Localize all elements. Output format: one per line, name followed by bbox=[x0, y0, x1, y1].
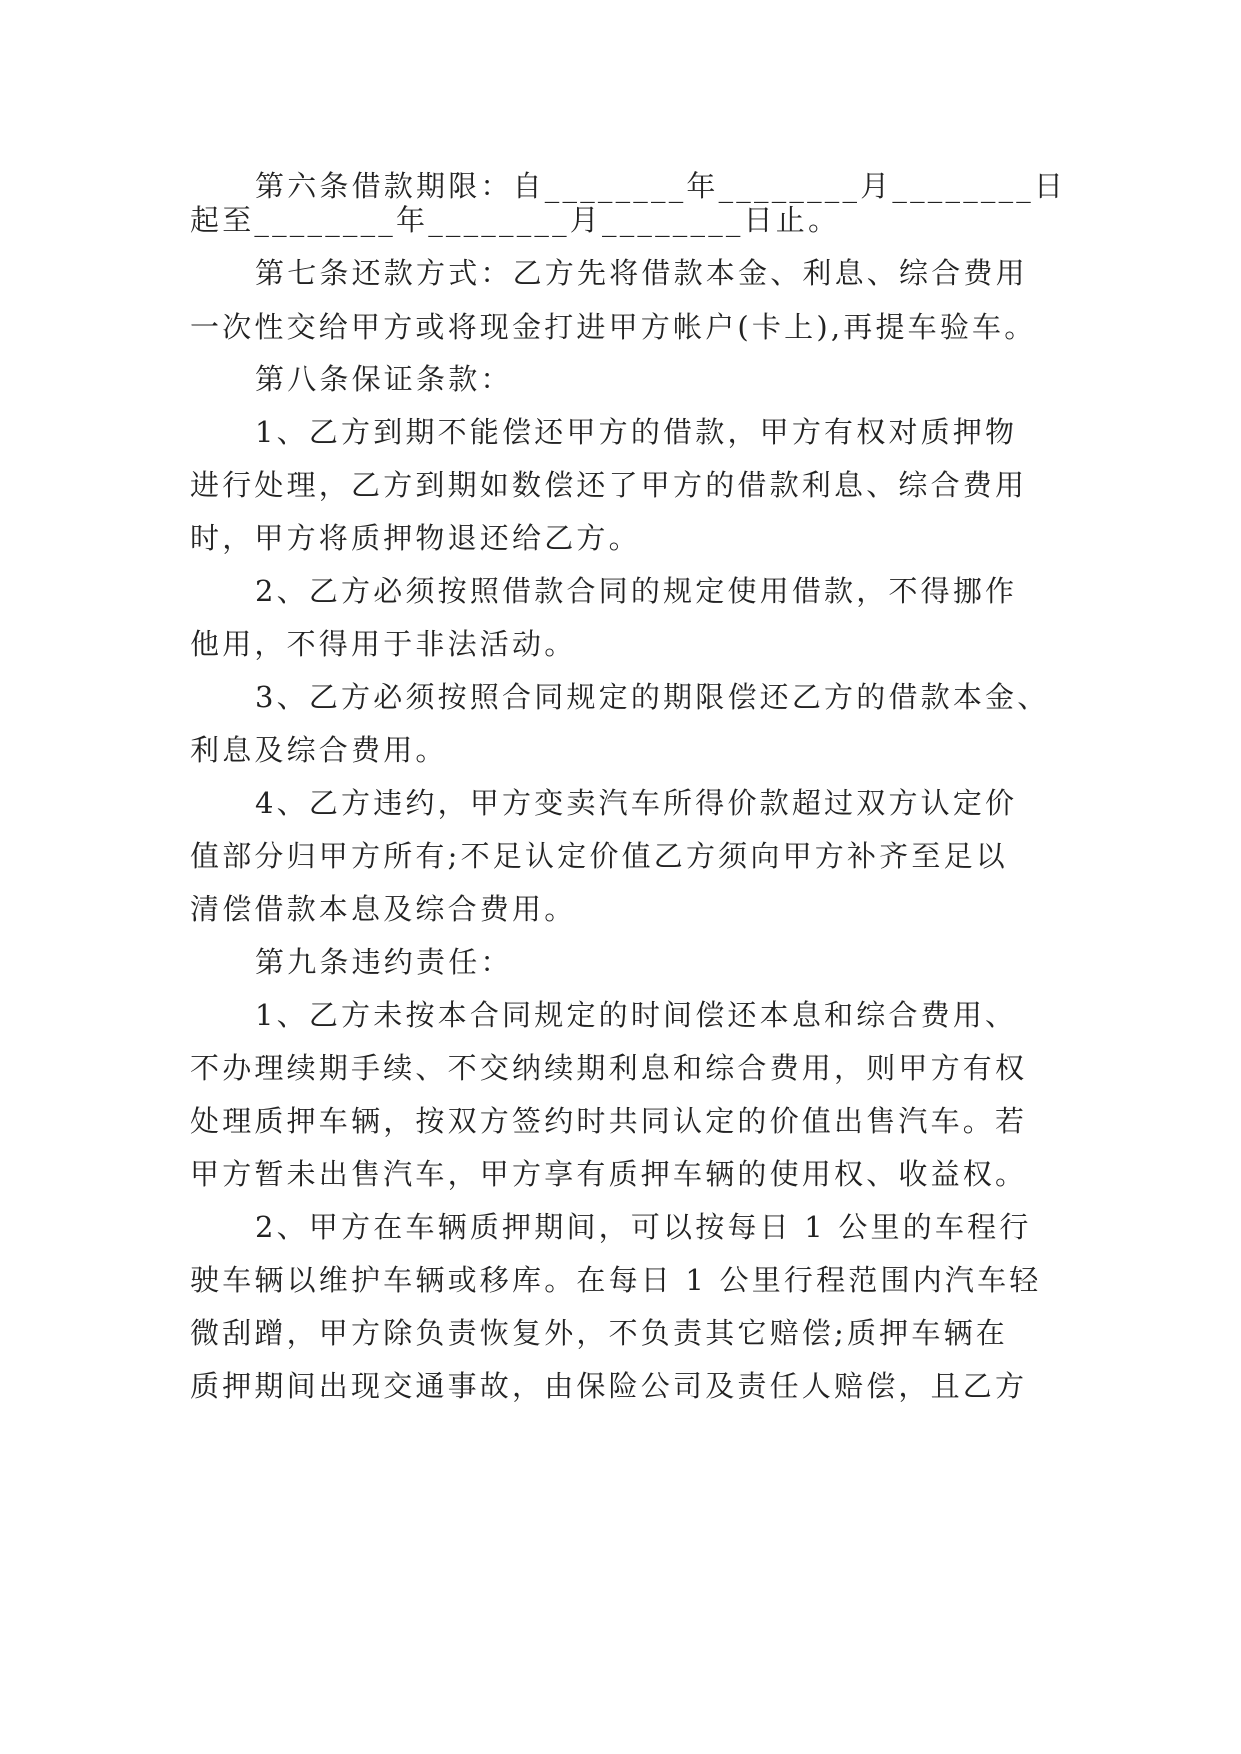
text-line: 第七条还款方式：乙方先将借款本金、利息、综合费用 bbox=[255, 256, 1028, 290]
text-line: 第八条保证条款： bbox=[255, 362, 513, 396]
text-line: 时，甲方将质押物退还给乙方。 bbox=[190, 521, 641, 555]
text-line: 1、乙方未按本合同规定的时间偿还本息和综合费用、 bbox=[255, 998, 1018, 1032]
text-line: 利息及综合费用。 bbox=[190, 733, 448, 767]
text-line: 微刮蹭，甲方除负责恢复外，不负责其它赔偿;质押车辆在 bbox=[190, 1316, 1008, 1350]
text-line: 甲方暂未出售汽车，甲方享有质押车辆的使用权、收益权。 bbox=[190, 1157, 1028, 1191]
text-line: 不办理续期手续、不交纳续期利息和综合费用，则甲方有权 bbox=[190, 1051, 1028, 1085]
text-line: 2、甲方在车辆质押期间，可以按每日 1 公里的车程行 bbox=[255, 1210, 1032, 1244]
text-line: 起至________年________月________日止。 bbox=[190, 203, 841, 237]
text-line: 第六条借款期限：自________年________月________日 bbox=[255, 169, 1067, 203]
text-line: 质押期间出现交通事故，由保险公司及责任人赔偿，且乙方 bbox=[190, 1369, 1028, 1403]
text-line: 进行处理，乙方到期如数偿还了甲方的借款利息、综合费用 bbox=[190, 468, 1028, 502]
text-line: 清偿借款本息及综合费用。 bbox=[190, 892, 577, 926]
text-line: 3、乙方必须按照合同规定的期限偿还乙方的借款本金、 bbox=[255, 680, 1050, 714]
text-line: 第九条违约责任： bbox=[255, 945, 513, 979]
text-line: 处理质押车辆，按双方签约时共同认定的价值出售汽车。若 bbox=[190, 1104, 1028, 1138]
text-line: 驶车辆以维护车辆或移库。在每日 1 公里行程范围内汽车轻 bbox=[190, 1263, 1042, 1297]
text-line: 2、乙方必须按照借款合同的规定使用借款，不得挪作 bbox=[255, 574, 1018, 608]
text-line: 一次性交给甲方或将现金打进甲方帐户(卡上),再提车验车。 bbox=[190, 310, 1037, 344]
text-line: 他用，不得用于非法活动。 bbox=[190, 627, 577, 661]
text-line: 4、乙方违约，甲方变卖汽车所得价款超过双方认定价 bbox=[255, 786, 1018, 820]
text-line: 值部分归甲方所有;不足认定价值乙方须向甲方补齐至足以 bbox=[190, 839, 1008, 873]
text-line: 1、乙方到期不能偿还甲方的借款，甲方有权对质押物 bbox=[255, 415, 1018, 449]
